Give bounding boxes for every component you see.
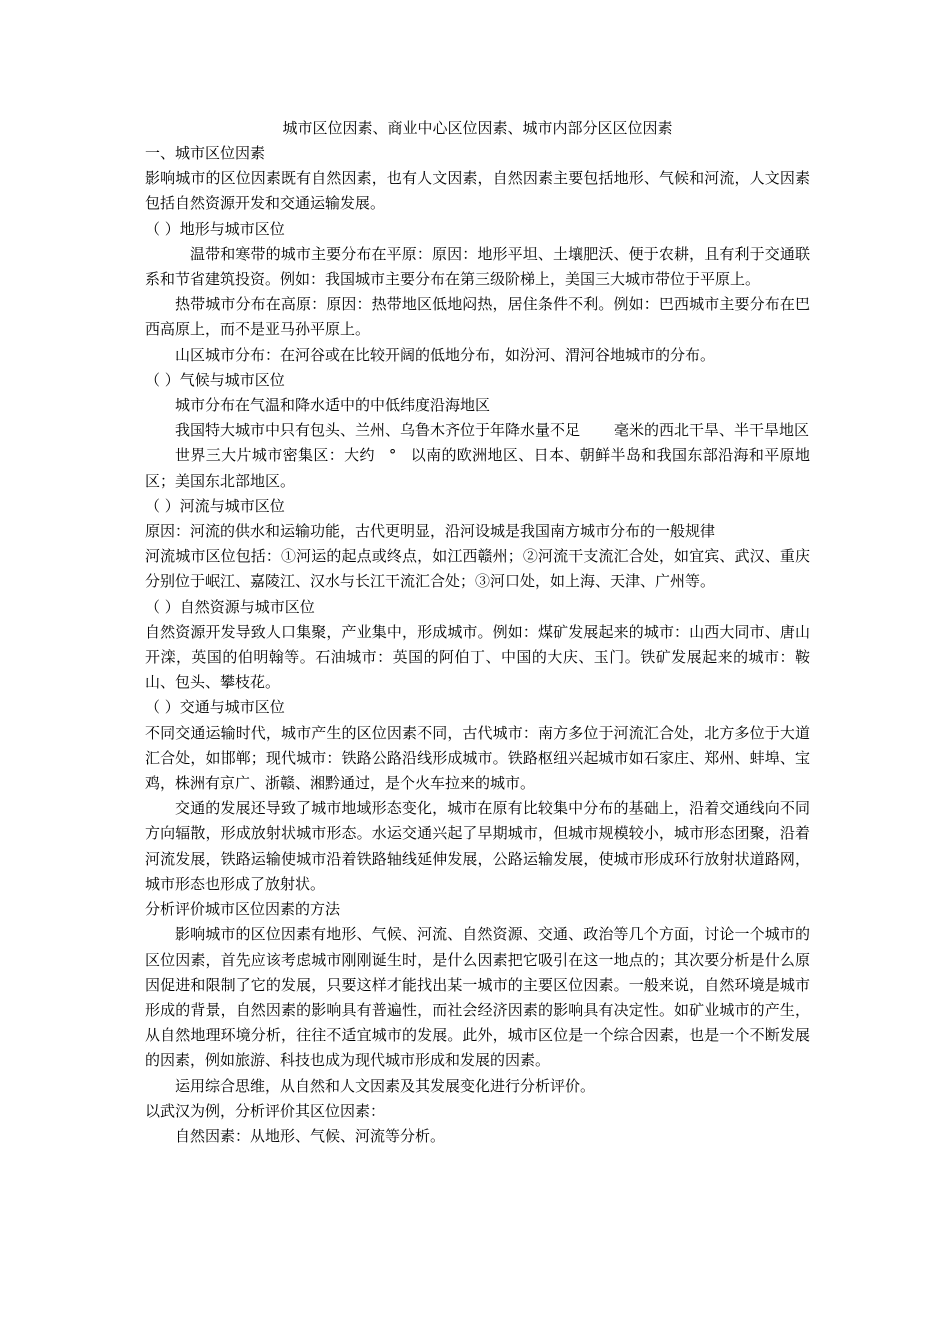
section-heading: 一、城市区位因素 <box>145 144 266 162</box>
climate-p2-part-b: 毫米的西北干旱、半干旱地区 <box>614 421 810 440</box>
climate-p3-part-b: 以南的欧洲地区、日本、朝鲜半岛和我国东部沿海和平原地区；美国东北部地区。 <box>145 446 810 490</box>
transport-paragraph-2: 交通的发展还导致了城市地域形态变化，城市在原有比较集中分布的基础上，沿着交通线向不同方向辐散，形成放射状城市形态。水运交通兴起了早期城市，但城市规模较小，城市形态团聚，沿着河流发展，铁路运输使城市沿着铁路轴线延伸发展，公路运输发展，使城市形成环行放射状道路网，城市形态也形成了放射状。 <box>145 799 810 893</box>
climate-paragraph-2 <box>145 418 810 443</box>
analysis-paragraph-3: 以武汉为例，分析评价其区位因素： <box>145 1101 386 1120</box>
degree-symbol: ° <box>388 446 397 465</box>
terrain-paragraph-1: 温带和寒带的城市主要分布在平原：原因：地形平坦、土壤肥沃、便于农耕，且有利于交通联系和节省建筑投资。例如：我国城市主要分布在第三级阶梯上，美国三大城市带位于平原上。 <box>145 244 810 289</box>
river-heading: （ ）河流与城市区位 <box>145 496 285 515</box>
terrain-paragraph-3: 山区城市分布：在河谷或在比较开阔的低地分布，如汾河、渭河谷地城市的分布。 <box>175 345 716 364</box>
transport-heading: （ ）交通与城市区位 <box>145 698 285 717</box>
resources-paragraph-1: 自然资源开发导致人口集聚，产业集中，形成城市。例如：煤矿发展起来的城市：山西大同市、唐山开滦，英国的伯明翰等。石油城市：英国的阿伯丁、中国的大庆、玉门。铁矿发展起来的城市：鞍山、包头、攀枝花。 <box>145 622 810 692</box>
terrain-heading: （ ）地形与城市区位 <box>145 219 285 238</box>
analysis-paragraph-1: 影响城市的区位因素有地形、气候、河流、自然资源、交通、政治等几个方面，讨论一个城市的区位因素，首先应该考虑城市刚刚诞生时，是什么因素把它吸引在这一地点的；其次要分析是什么原因促进和限制了它的发展，只要这样才能找出某一城市的主要区位因素。一般来说，自然环境是城市形成的背景，自然因素的影响具有普遍性，而社会经济因素的影响具有决定性。如矿业城市的产生，从自然地理环境分析，往往不适宜城市的发展。此外，城市区位是一个综合因素，也是一个不断发展的因素，例如旅游、科技也成为现代城市形成和发展的因素。 <box>145 925 810 1070</box>
climate-heading: （ ）气候与城市区位 <box>145 370 285 389</box>
river-paragraph-1: 原因：河流的供水和运输功能，古代更明显，沿河设城是我国南方城市分布的一般规律 <box>145 522 716 541</box>
document-page <box>145 116 810 1149</box>
analysis-paragraph-2: 运用综合思维，从自然和人文因素及其发展变化进行分析评价。 <box>175 1076 596 1095</box>
river-paragraph-2: 河流城市区位包括：①河运的起点或终点，如江西赣州；②河流干支流汇合处，如宜宾、武汉、重庆分别位于岷江、嘉陵江、汉水与长江干流汇合处；③河口处，如上海、天津、广州等。 <box>145 547 810 591</box>
climate-paragraph-3 <box>145 443 810 493</box>
analysis-heading: 分析评价城市区位因素的方法 <box>145 900 341 919</box>
document-title: 城市区位因素、商业中心区位因素、城市内部分区区位因素 <box>282 119 673 137</box>
analysis-paragraph-4: 自然因素：从地形、气候、河流等分析。 <box>175 1126 446 1145</box>
climate-p3-part-a: 世界三大片城市密集区：大约 <box>175 446 375 465</box>
transport-paragraph-1: 不同交通运输时代，城市产生的区位因素不同，古代城市：南方多位于河流汇合处，北方多位于大道汇合处，如邯郸；现代城市：铁路公路沿线形成城市。铁路枢纽兴起城市如石家庄、郑州、蚌埠、宝鸡，株洲有京广、浙赣、湘黔通过，是个火车拉来的城市。 <box>145 723 810 793</box>
resources-heading: （ ）自然资源与城市区位 <box>145 597 315 616</box>
intro-paragraph: 影响城市的区位因素既有自然因素，也有人文因素，自然因素主要包括地形、气候和河流，人文因素包括自然资源开发和交通运输发展。 <box>145 169 810 213</box>
climate-p2-part-a: 我国特大城市中只有包头、兰州、乌鲁木齐位于年降水量不足 <box>175 421 581 440</box>
terrain-paragraph-2: 热带城市分布在高原：原因：热带地区低地闷热，居住条件不利。例如：巴西城市主要分布在巴西高原上，而不是亚马孙平原上。 <box>145 295 810 339</box>
climate-paragraph-1: 城市分布在气温和降水适中的中低纬度沿海地区 <box>175 396 491 415</box>
